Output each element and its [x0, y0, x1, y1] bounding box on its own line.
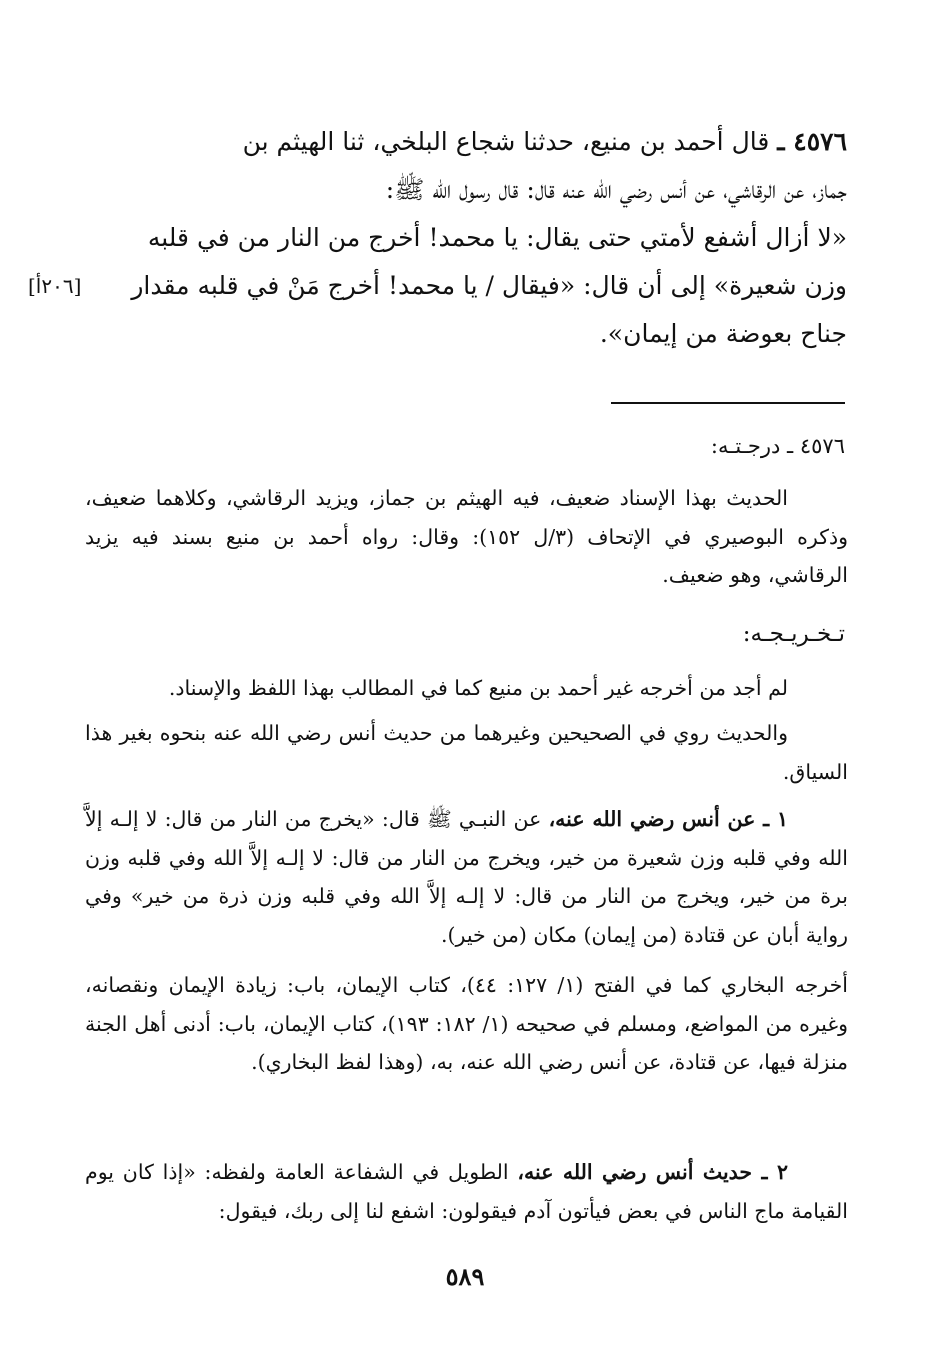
grade-heading: ٤٥٧٦ ـ درجـتـه: — [710, 434, 845, 458]
hadith-line: وزن شعيرة» إلى أن قال: «فيقال / يا محمد! أخرج مَنْ في قلبه مقدار [٢٠٦أ] — [95, 262, 847, 310]
hadith-line: «لا أزال أشفع لأمتي حتى يقال: يا محمد! أخرج من النار من في قلبه — [147, 223, 847, 252]
page-number: ٥٨٩ — [445, 1262, 485, 1291]
takhrij-item-2: ٢ ـ حديث أنس رضي الله عنه، الطويل في الشفاعة العامة ولفظه: «إذا كان يوم القيامة ماج الناس في بعض فيأتون آدم فيقولون: اشفع لنا إلى ربك، فيقول: — [85, 1160, 848, 1223]
hadith-text — [28, 118, 847, 358]
takhrij-item-1: ١ ـ عن أنس رضي الله عنه، عن النبـي ﷺ قال: «يخرج من النار من قال: لا إلـه إلاَّ الله وفي قلبه وزن شعيرة من خير، ويخرج من النار من قال: لا إلـه إلاَّ الله وفي قلبه وزن برة من خير، ويخرج من النار من قال: لا إلـه إلاَّ الله وفي قلبه وزن ذرة من خير» وفي رواية أبان عن قتادة (من إيمان) مكان (من خير). — [85, 807, 848, 947]
hadith-line: ٤٥٧٦ ـ قال أحمد بن منيع، حدثنا شجاع البلخي، ثنا الهيثم بن — [242, 127, 847, 156]
takhrij-heading: تـخـريـجـه: — [742, 621, 845, 647]
footnote-divider — [611, 402, 845, 404]
takhrij-paragraph: أخرجه البخاري كما في الفتح (١/ ١٢٧: ٤٤)، كتاب الإيمان، باب: زيادة الإيمان ونقصانه، وغيره من المواضع، ومسلم في صحيحه (١/ ١٨٢: ١٩٣)، كتاب الإيمان، باب: أدنى أهل الجنة منزلة فيها، عن قتادة، عن أنس رضي الله عنه، به، (وهذا لفظ البخاري). — [85, 973, 848, 1074]
hadith-line: جماز، عن الرقاشي، عن أنس رضي الله عنه قال: قال رسول الله ﷺ: — [385, 175, 847, 204]
takhrij-paragraph: لم أجد من أخرجه غير أحمد بن منيع كما في المطالب بهذا اللفظ والإسناد. — [168, 676, 788, 700]
manuscript-page-ref: [٢٠٦أ] — [28, 274, 82, 298]
takhrij-paragraph: والحديث روي في الصحيحين وغيرهما من حديث أنس رضي الله عنه بنحوه بغير هذا السياق. — [85, 721, 848, 784]
grade-text: الحديث بهذا الإسناد ضعيف، فيه الهيثم بن جماز، ويزيد الرقاشي، وكلاهما ضعيف، وذكره البوصيري في الإتحاف (٣/ل ١٥٢): وقال: رواه أحمد بن منيع بسند فيه يزيد الرقاشي، وهو ضعيف. — [85, 486, 848, 587]
hadith-line: جناح بعوضة من إيمان». — [599, 319, 847, 348]
hadith-number: ٤٥٧٦ ـ — [777, 127, 847, 156]
